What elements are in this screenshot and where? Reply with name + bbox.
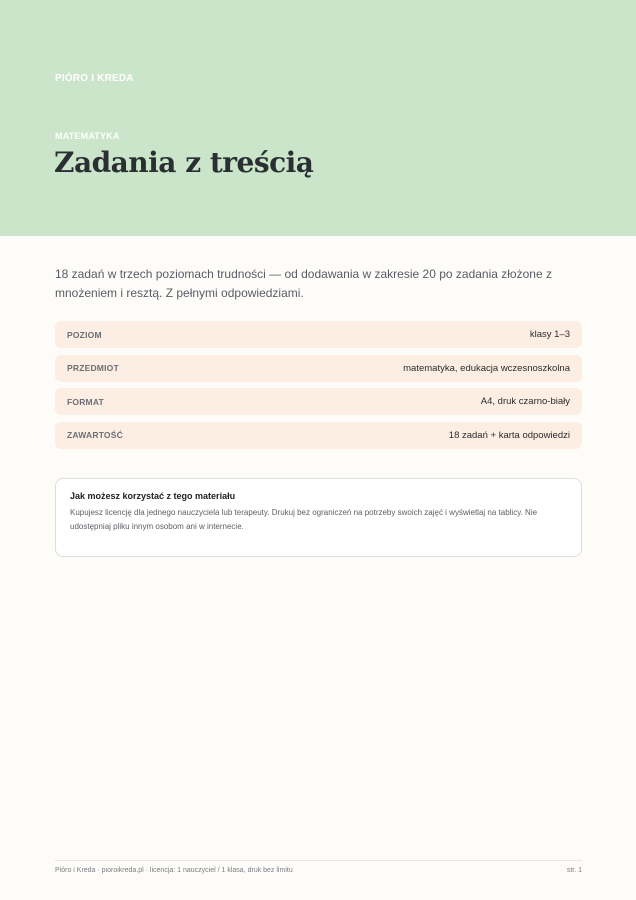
meta-key: POZIOM (67, 329, 102, 340)
meta-row-contents (55, 422, 582, 449)
meta-value: A4, druk czarno-biały (480, 396, 570, 407)
meta-key: FORMAT (67, 396, 104, 407)
license-note-text: Kupujesz licencję dla jednego nauczyciela lub terapeuty. Drukuj bez ograniczeń na potrzeby swoich zajęć i wyświetlaj na tablicy. Nie udostępniaj pliku innym osobom ani w internecie. (70, 508, 538, 531)
brand-name: PIÓRO I KREDA (55, 73, 134, 84)
subject-label: MATEMATYKA (55, 131, 120, 141)
meta-key: ZAWARTOŚĆ (67, 430, 123, 440)
license-note-box (55, 478, 582, 557)
meta-row-subject (55, 355, 582, 382)
meta-value: klasy 1–3 (529, 329, 570, 340)
meta-key: PRZEDMIOT (67, 363, 119, 373)
page-number: str. 1 (566, 867, 582, 874)
lead-paragraph: 18 zadań w trzech poziomach trudności — od dodawania w zakresie 20 po zadania złożone z mnożeniem i resztą. Z pełnymi odpowiedziami. (55, 267, 552, 300)
page-title: Zadania z treścią (54, 146, 314, 179)
hero-header (0, 0, 636, 236)
footer-license-text: Pióro i Kreda · pioroikreda.pl · licencja: 1 nauczyciel / 1 klasa, druk bez limitu (55, 867, 293, 874)
meta-value: matematyka, edukacja wczesnoszkolna (403, 362, 570, 374)
meta-row-format (55, 388, 582, 415)
license-note-title: Jak możesz korzystać z tego materiału (70, 491, 236, 501)
meta-list (55, 321, 582, 455)
page-footer (55, 860, 582, 874)
meta-row-level (55, 321, 582, 348)
meta-value: 18 zadań + karta odpowiedzi (448, 429, 570, 441)
